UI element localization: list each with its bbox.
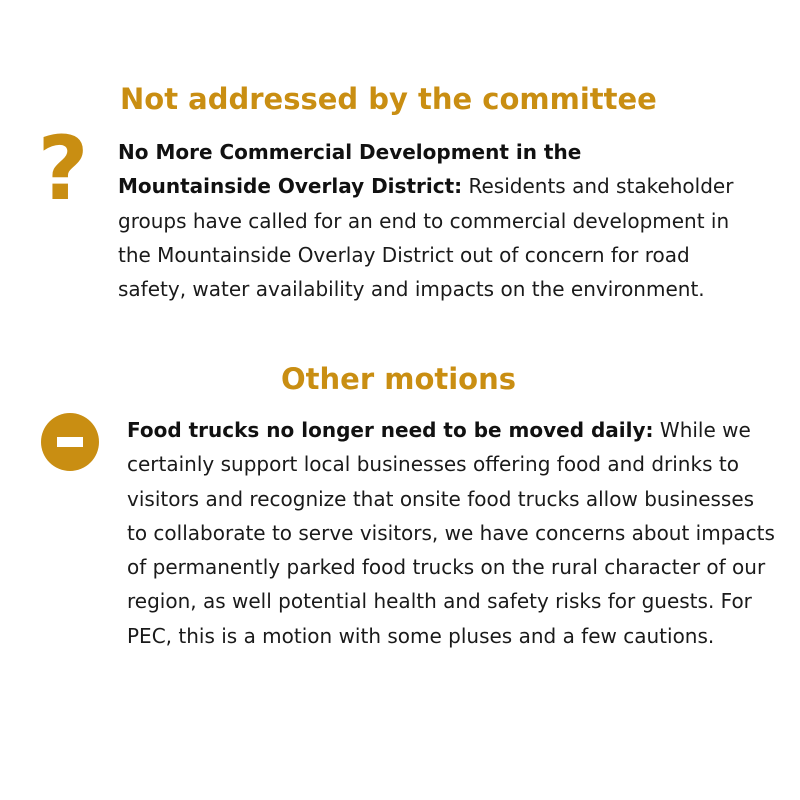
section-heading-other-motions: Other motions xyxy=(281,362,517,396)
question-mark-icon: ? xyxy=(37,117,89,220)
item-body: While we certainly support local businesses offering food and drinks to visitors and recognize that onsite food trucks allow businesses to collaborate to serve visitors, we have concerns about impacts of permanently parked food trucks on the rural character of our region, as well potential health and safety risks for guests. For PEC, this is a motion with some pluses and a few cautions. xyxy=(127,418,775,648)
item-lead: No More Commercial Development in the Mountainside Overlay District: xyxy=(118,140,582,199)
item-food-trucks xyxy=(127,413,777,653)
item-lead: Food trucks no longer need to be moved daily: xyxy=(127,418,654,442)
item-body: Residents and stakeholder groups have called for an end to commercial development in the Mountainside Overlay District out of concern for road safety, water availability and impacts on the environment. xyxy=(118,174,734,302)
item-no-more-commercial-development xyxy=(118,135,738,306)
minus-circle-icon xyxy=(41,413,99,471)
section-heading-not-addressed: Not addressed by the committee xyxy=(120,82,657,116)
